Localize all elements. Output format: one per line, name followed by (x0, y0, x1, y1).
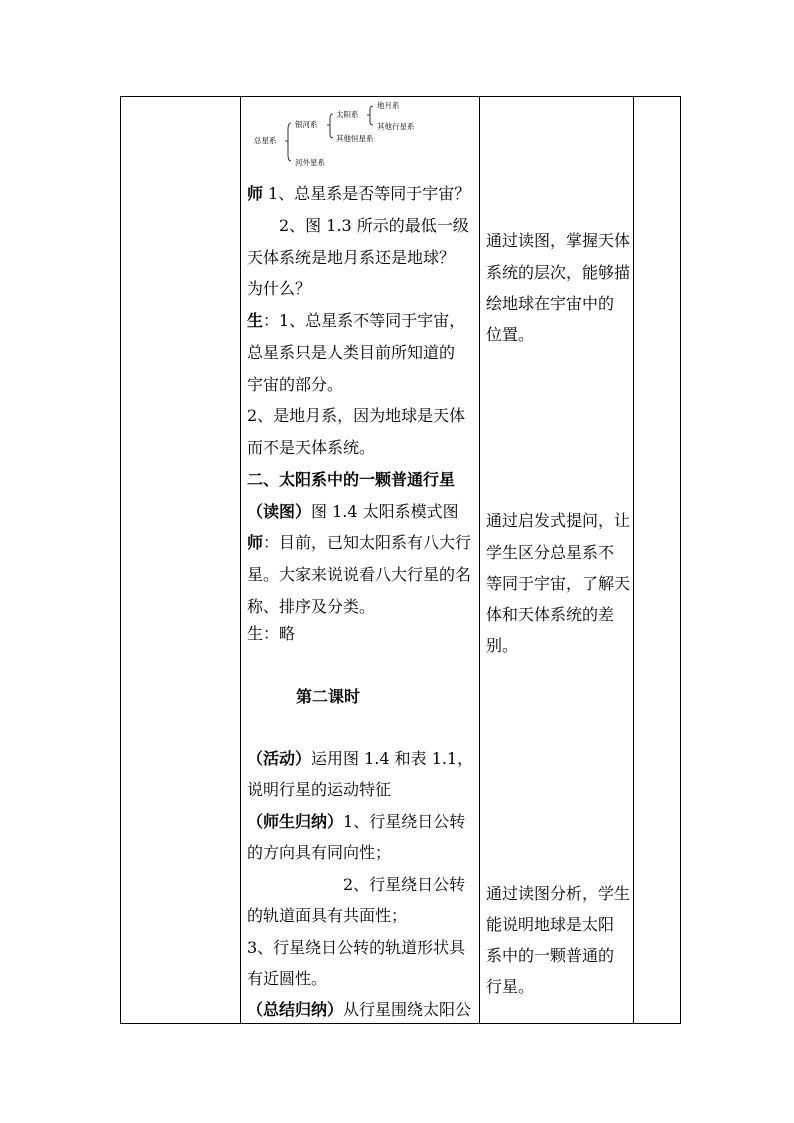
student-answer-line: 总星系只是人类目前所知道的 (247, 343, 456, 362)
note-3-line: 系中的一颗普通的 (486, 946, 615, 965)
section-2-heading: 二、太阳系中的一颗普通行星 (247, 470, 456, 489)
activity-line: 说明行星的运动特征 (247, 780, 392, 799)
read-figure-line: （读图）图 1.4 太阳系模式图 (247, 502, 459, 521)
question-2-line: 为什么？ (247, 279, 312, 298)
summary-line: 的方向具有同向性； (247, 843, 392, 862)
teacher-prompt: 师：目前，已知太阳系有八大行 (247, 533, 472, 552)
student-reply: 生：略 (247, 624, 296, 643)
diagram-brace (367, 106, 373, 125)
diagram-brace (285, 123, 291, 161)
lesson-2-title: 第二课时 (296, 687, 361, 706)
note-2-line: 等同于宇宙，了解天 (486, 574, 631, 593)
teacher-prompt-line: 星。大家来说说看八大行星的名 (247, 565, 472, 584)
lesson-table (120, 96, 681, 1024)
note-2-line: 别。 (486, 636, 519, 655)
diagram-earth-moon: 地月系 (377, 101, 400, 110)
diagram-solar-system: 太阳系 (336, 110, 359, 119)
student-answer-1: 生：1、总星系不等同于宇宙， (247, 311, 466, 330)
diagram-other-planets: 其他行星系 (377, 122, 415, 131)
note-2-line: 学生区分总星系不 (486, 543, 615, 562)
blank-column-cell (634, 97, 681, 1024)
teacher-prompt-line: 称、排序及分类。 (247, 597, 376, 616)
student-answer-line: 而不是天体系统。 (247, 438, 376, 457)
summary-line: 3、行星绕日公转的轨道形状具 (247, 938, 466, 957)
student-answer-2: 2、是地月系，因为地球是天体 (247, 406, 466, 425)
activity-line: （活动）运用图 1.4 和表 1.1， (247, 749, 474, 768)
student-answer-line: 宇宙的部分。 (247, 375, 344, 394)
question-2-line: 2、图 1.3 所示的最低一级 (279, 216, 469, 235)
diagram-extragalactic: 河外星系 (295, 158, 325, 167)
diagram-milky-way: 银河系 (295, 120, 318, 129)
note-3-line: 行星。 (486, 977, 535, 996)
summary-line: 的轨道面具有共面性； (247, 906, 408, 925)
conclusion-line: （总结归纳）从行星围绕太阳公 (247, 1000, 472, 1019)
teacher-question-1: 师 1、总星系是否等同于宇宙？ (247, 184, 471, 203)
note-3-line: 通过读图分析，学生 (486, 884, 631, 903)
content-column-cell (241, 97, 480, 1024)
summary-line: 2、行星绕日公转 (343, 875, 466, 894)
note-1-line: 通过读图，掌握天体 (486, 231, 631, 250)
note-3-line: 能说明地球是太阳 (486, 915, 615, 934)
note-1-line: 系统的层次，能够描 (486, 263, 631, 282)
diagram-other-stellar: 其他恒星系 (336, 134, 374, 143)
note-2-line: 体和天体系统的差 (486, 605, 615, 624)
note-2-line: 通过启发式提问，让 (486, 511, 631, 530)
notes-column-cell (480, 97, 634, 1024)
note-1-line: 位置。 (486, 325, 535, 344)
diagram-brace (327, 114, 333, 138)
galaxy-hierarchy-diagram (251, 101, 451, 173)
question-2-line: 天体系统是地月系还是地球？ (247, 248, 456, 267)
summary-line: 有近圆性。 (247, 969, 328, 988)
diagram-root: 总星系 (254, 136, 277, 145)
summary-line: （师生归纳）1、行星绕日公转 (247, 812, 466, 831)
table-row (121, 97, 681, 1024)
note-1-line: 绘地球在宇宙中的 (486, 294, 615, 313)
blank-column-cell (121, 97, 241, 1024)
